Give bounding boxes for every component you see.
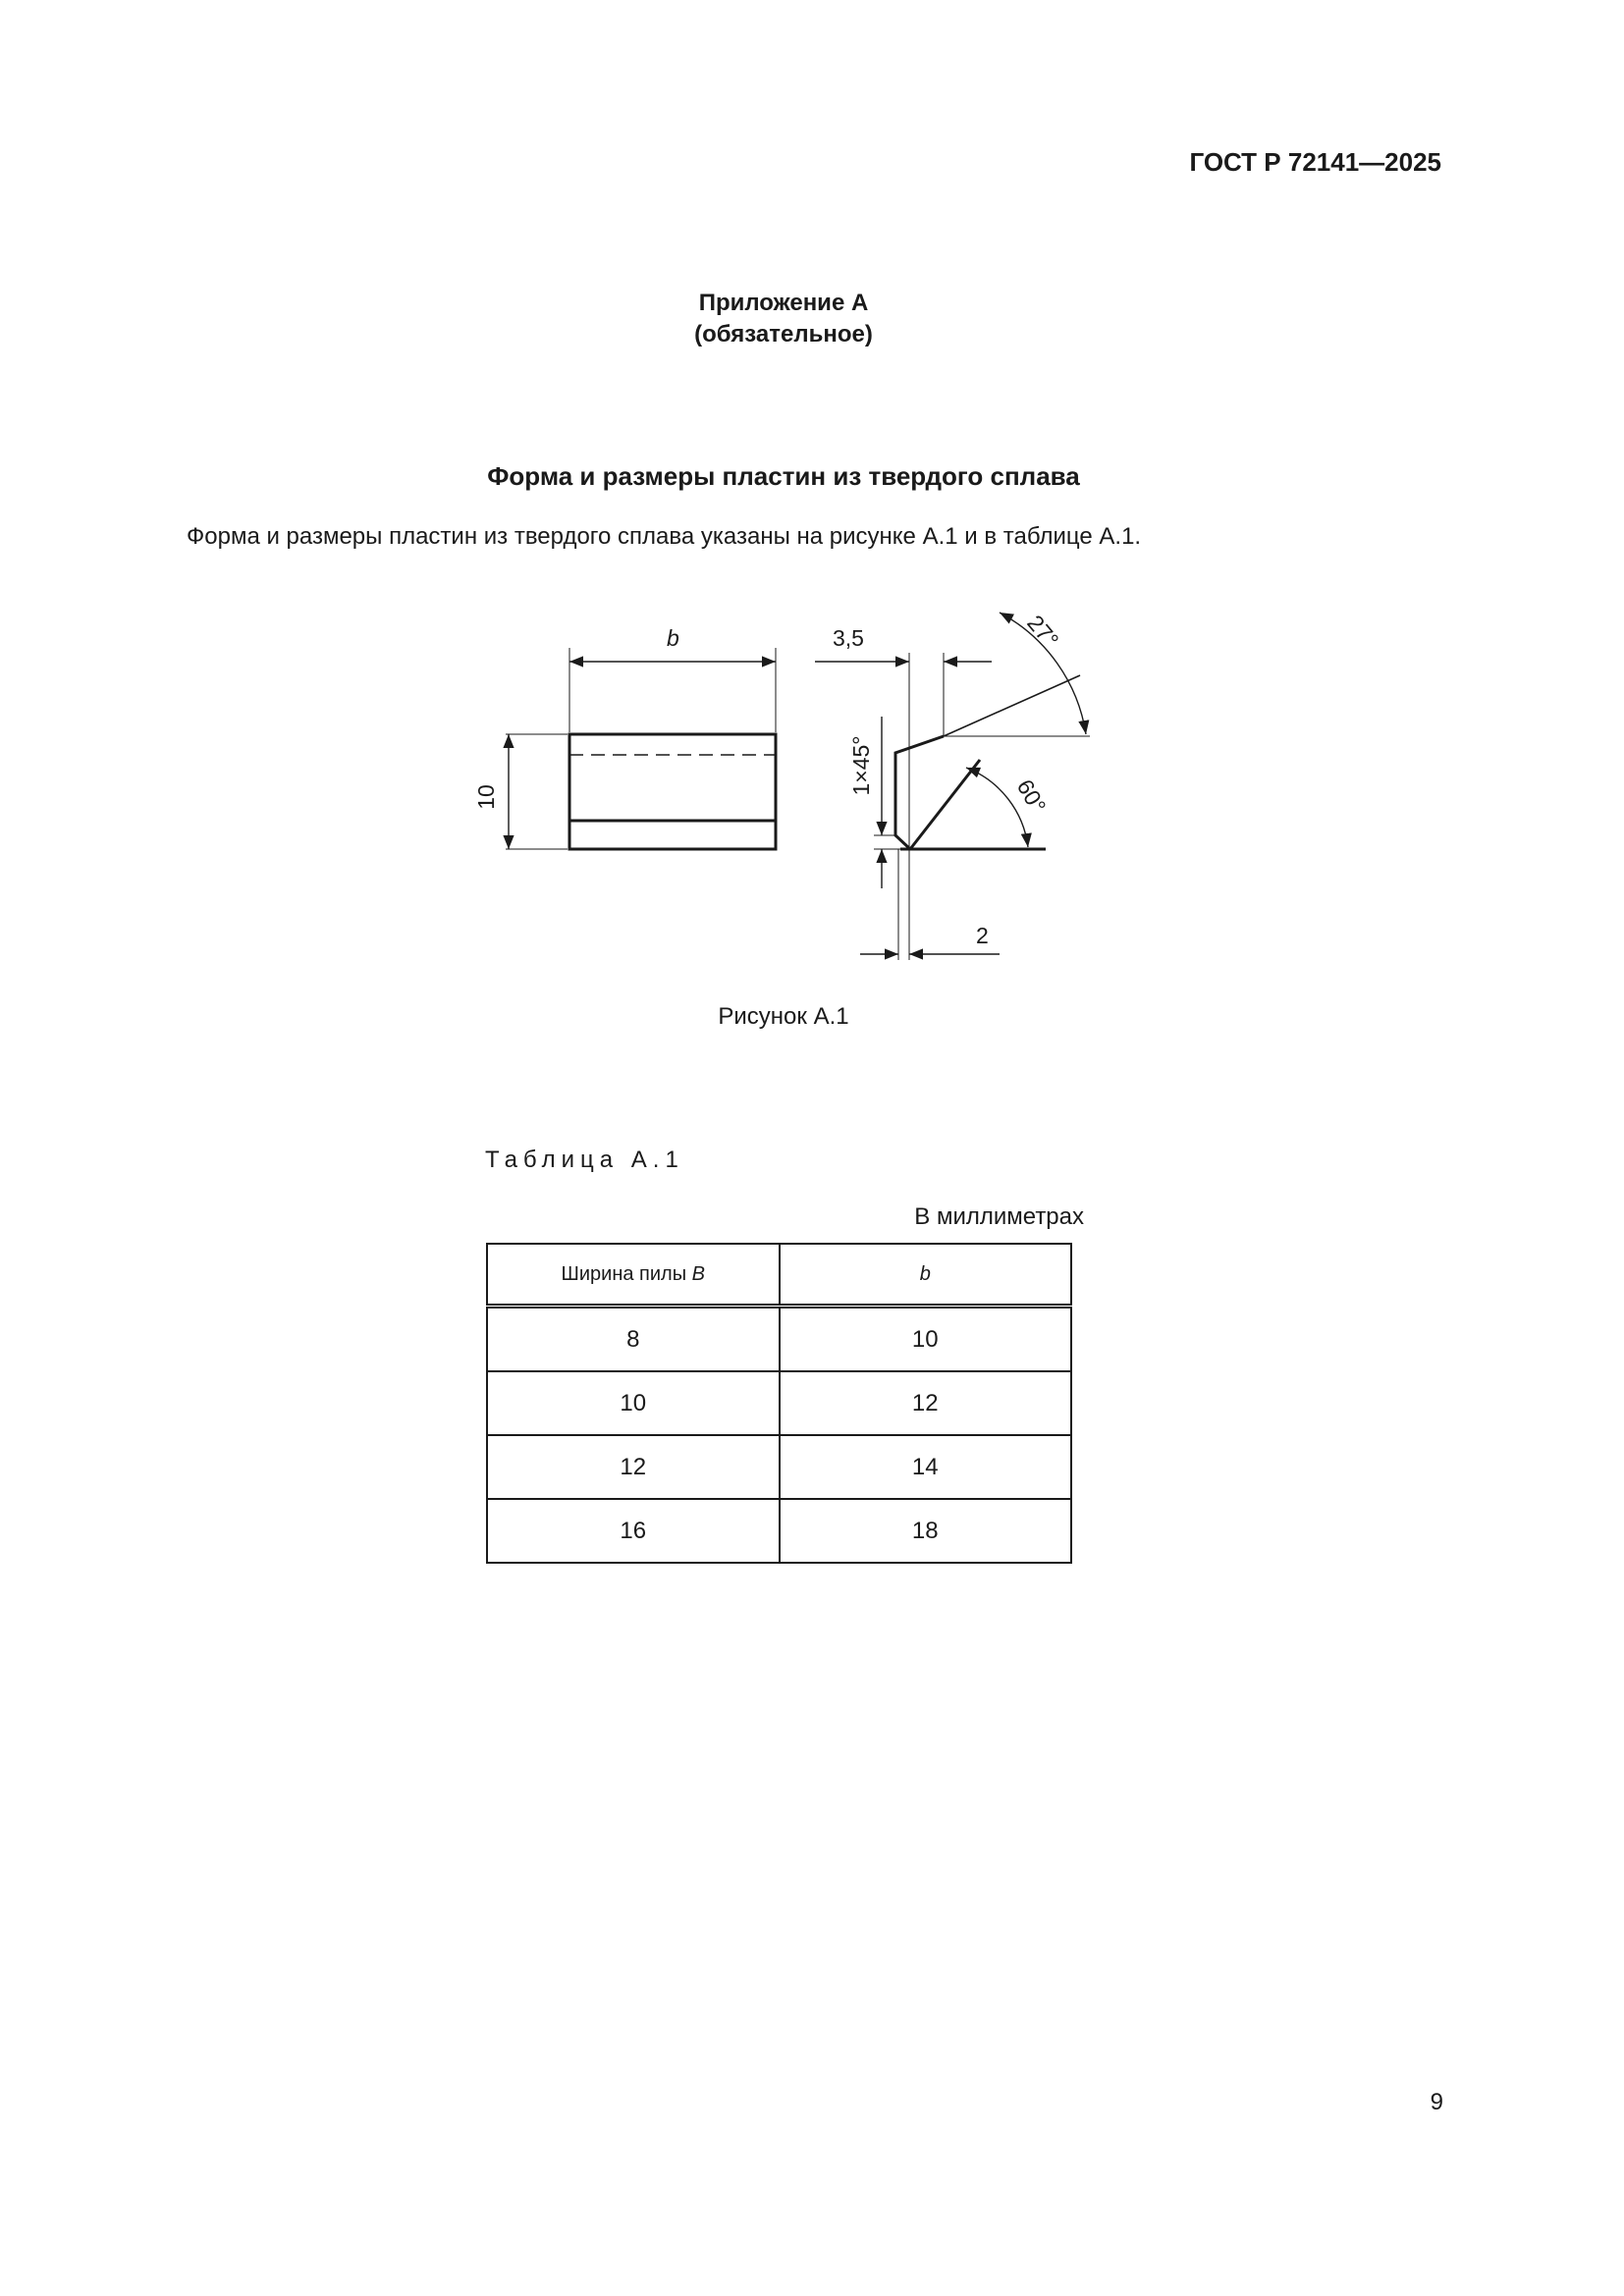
header-saw-width: Ширина пилы B: [487, 1244, 780, 1307]
label-bottom: 2: [976, 923, 989, 948]
table-cell: 8: [487, 1307, 780, 1372]
table-header-row: [487, 1244, 1071, 1307]
figure-drawing: [461, 589, 1129, 982]
page-number: 9: [1430, 2089, 1443, 2115]
appendix-title: Приложение А: [698, 290, 869, 316]
table-cell: 14: [780, 1435, 1072, 1499]
label-angle-side: 60°: [1011, 774, 1052, 818]
plate-front-view: [569, 734, 776, 849]
table-row: [487, 1435, 1071, 1499]
table-cell: 12: [780, 1371, 1072, 1435]
label-angle-top: 27°: [1022, 610, 1064, 653]
label-offset: 3,5: [833, 625, 864, 651]
table-cell: 16: [487, 1499, 780, 1563]
table-label: Таблица А.1: [485, 1147, 684, 1173]
table-cell: 10: [487, 1371, 780, 1435]
table-units: В миллиметрах: [914, 1203, 1084, 1230]
table-cell: 12: [487, 1435, 780, 1499]
dimensions-table: [486, 1243, 1072, 1564]
appendix-status: (обязательное): [694, 321, 873, 347]
figure-caption: Рисунок А.1: [718, 1003, 849, 1030]
intro-paragraph: Форма и размеры пластин из твердого сплава указаны на рисунке А.1 и в таблице А.1.: [187, 523, 1142, 550]
table-cell: 18: [780, 1499, 1072, 1563]
label-chamfer: 1×45°: [848, 735, 874, 796]
document-code: ГОСТ Р 72141—2025: [1189, 147, 1441, 177]
label-b: b: [667, 625, 679, 651]
label-height: 10: [473, 784, 499, 810]
table-row: [487, 1499, 1071, 1563]
section-title: Форма и размеры пластин из твердого сплава: [487, 461, 1080, 491]
table-cell: 10: [780, 1307, 1072, 1372]
plate-side-profile: [895, 736, 944, 849]
angle-arc-side: [966, 768, 1028, 847]
table-row: [487, 1307, 1071, 1372]
header-b: b: [780, 1244, 1072, 1307]
table-row: [487, 1371, 1071, 1435]
